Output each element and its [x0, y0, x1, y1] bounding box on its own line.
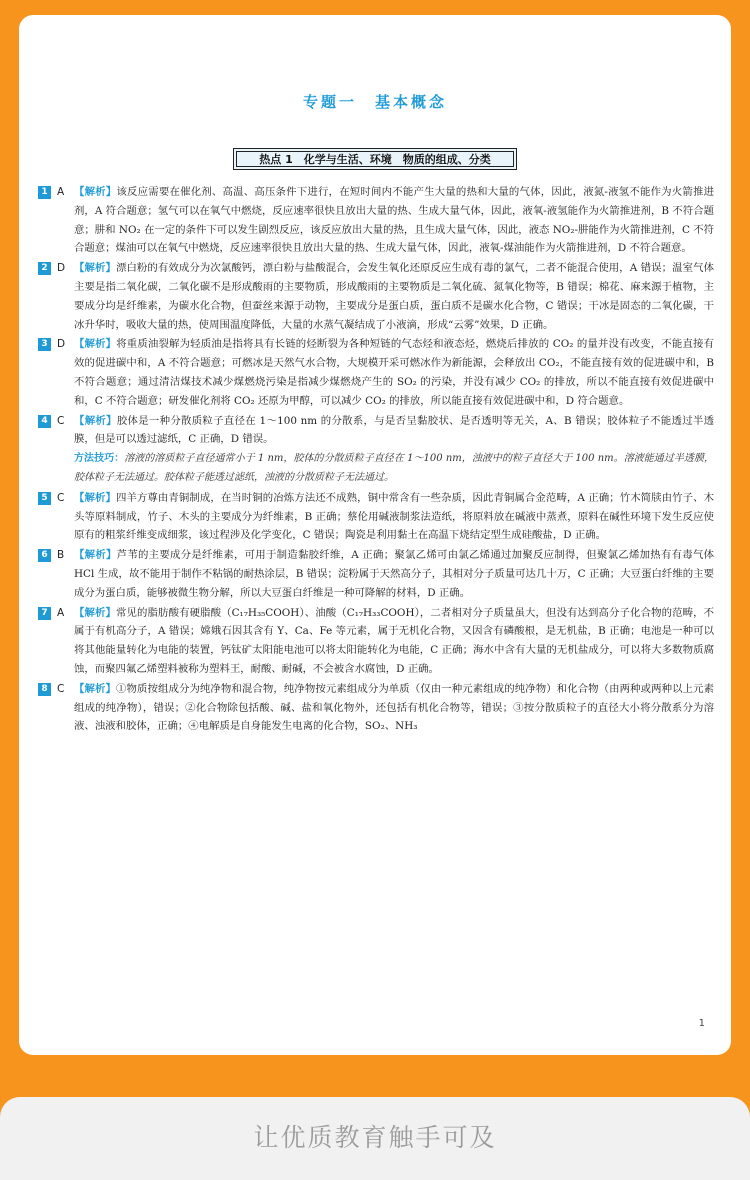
analysis-tag: 【解析】 [74, 606, 117, 619]
method-tip [38, 450, 714, 488]
slogan-text: 让优质教育触手可及 [253, 1122, 497, 1152]
analysis-text: ①物质按组成分为纯净物和混合物，纯净物按元素组成分为单质（仅由一种元素组成的纯净物）和化合物（由两种或两种以上元素组成的纯净物），错误；②化合物除包括酸、碱、盐和氧化物外，还包括有机化合物等，错误；③按分散质粒子的直径大小将分散系分为溶液、浊液和胶体，正确；④电解质是自身能发生电离的化合物，SO₂、NH₃ [74, 682, 715, 733]
question-number: 7 [38, 607, 51, 620]
tip-label: 方法技巧： [74, 453, 125, 465]
analysis-text: 四羊方尊由青铜制成，在当时铜的冶炼方法还不成熟，铜中常含有一些杂质，因此青铜属合金范畴，A 正确；竹木简牍由竹子、木头等原料制成，竹子、木头的主要成分为纤维素，B 正确；蔡伦用碱液制浆法造纸，将原料放在碱液中蒸煮，原料在碱性环境下发生反应使原有的粗浆纤维变成细浆，该过程涉及化学变化，C 错误；陶瓷是利用黏土在高温下烧结定型生成硅酸盐，D 正确。 [74, 491, 714, 542]
answer-choice: C [57, 682, 65, 695]
answer-list [38, 183, 714, 737]
analysis-tag: 【解析】 [74, 682, 116, 695]
analysis-tag: 【解析】 [74, 338, 117, 351]
analysis-text: 胶体是一种分散质粒子直径在 1～100 nm 的分散系，与是否呈黏胶状、是否透明等无关，A、B 错误；胶体粒子不能透过半透膜，但是可以透过滤纸，C 正确，D 错误。 [74, 414, 715, 446]
analysis-text: 芦苇的主要成分是纤维素，可用于制造黏胶纤维，A 正确；聚氯乙烯可由氯乙烯通过加聚反应制得，但聚氯乙烯加热有有毒气体 HCl 生成，故不能用于制作不粘锅的耐热涂层，B 错误；淀粉属于天然高分子，其相对分子质量可达几十万，C 正确；大豆蛋白纤维的主要成分为蛋白质，能够被微生物分解，所以大豆蛋白纤维是一种可降解的材料，D 正确。 [74, 549, 715, 599]
answer-item-2 [38, 259, 714, 334]
analysis-tag: 【解析】 [74, 549, 117, 562]
answer-item-7 [38, 604, 714, 679]
question-number: 8 [38, 683, 51, 696]
analysis-tag: 【解析】 [74, 414, 117, 427]
analysis-text: 漂白粉的有效成分为次氯酸钙，漂白粉与盐酸混合，会发生氧化还原反应生成有毒的氯气，二者不能混合使用，A 错误；温室气体主要是指二氧化碳，二氧化碳不是形成酸雨的主要物质，形成酸雨的主要物质是二氧化硫、氮氧化物等，B 错误；棉花、麻来源于植物，主要成分均是纤维素，为碳水化合物，但蚕丝来源于动物，主要成分是蛋白质，蛋白质不是碳水化合物，C 错误；干冰是固态的二氧化碳，干冰升华时，吸收大量的热，使周围温度降低，大量的水蒸气凝结成了小液滴，形成“云雾”效果，D 正确。 [74, 262, 714, 331]
analysis-text: 将重质油裂解为轻质油是指将具有长链的烃断裂为各种短链的气态烃和液态烃，燃烧后排放的 CO₂ 的量并没有改变，不能直接有效的促进碳中和，A 不符合题意；可燃冰是天然气水合物，大规模开采可燃冰作为新能源，会释放出 CO₂，不能直接有效的促进碳中和，B 不符合题意；通过清洁煤技术减少煤燃烧污染是指减少煤燃烧产生的 SO₂ 的污染，并没有减少 CO₂ 的排放，所以不能直接有效促进碳中和，C 不符合题意；研发催化剂将 CO₂ 还原为甲醇，可以减少 CO₂ 的排放，所以能直接有效促进碳中和，D 符合题意。 [74, 338, 715, 407]
answer-item-5 [38, 489, 714, 545]
question-number: 1 [38, 186, 51, 199]
answer-item-6 [38, 546, 714, 602]
analysis-tag: 【解析】 [74, 186, 117, 198]
question-number: 3 [38, 338, 51, 351]
answer-choice: A [57, 606, 65, 619]
analysis-text: 常见的脂肪酸有硬脂酸（C₁₇H₃₅COOH）、油酸（C₁₇H₃₃COOH），二者相对分子质量虽大，但没有达到高分子化合物的范畴，不属于有机高分子，A 错误；嫦娥石因其含有 Y、Ca、Fe 等元素，属于无机化合物，又因含有磷酸根，是无机盐，B 正确；电池是一种可以将其他能量转化为电能的装置，钙钛矿太阳能电池可以将太阳能转化为电能，C 正确；海水中含有大量的无机盐成分，可以将大多数物质腐蚀，而聚四氟乙烯塑料被称为塑料王，耐酸、耐碱，不会被含水腐蚀，D 正确。 [74, 606, 714, 675]
bottom-banner [0, 1097, 750, 1180]
question-number: 2 [38, 262, 51, 275]
answer-choice: D [57, 338, 66, 351]
hot-spot-box [233, 148, 517, 170]
hot-spot-title: 热点 1 化学与生活、环境 物质的组成、分类 [259, 153, 491, 166]
answer-choice: C [57, 491, 65, 504]
page-number: 1 [698, 1018, 705, 1029]
analysis-tag: 【解析】 [74, 262, 116, 275]
answer-item-1 [38, 183, 714, 258]
answer-item-3 [38, 335, 714, 410]
answer-choice: D [57, 262, 66, 275]
answer-choice: B [57, 549, 65, 562]
question-number: 6 [38, 549, 51, 562]
tip-text: 溶液的溶质粒子直径通常小于 1 nm，胶体的分散质粒子直径在 1～100 nm，浊液中的粒子直径大于 100 nm。溶液能通过半透膜，胶体粒子无法通过。胶体粒子能透过滤纸，浊液的分散质粒子无法通过。 [74, 453, 714, 483]
analysis-tag: 【解析】 [74, 491, 116, 504]
answer-item-4 [38, 412, 714, 450]
analysis-text: 该反应需要在催化剂、高温、高压条件下进行，在短时间内不能产生大量的热和大量的气体，因此，液氮-液氢不能作为火箭推进剂，A 符合题意；氢气可以在氧气中燃烧，反应速率很快且放出大量的热、生成大量气体，因此，液氧-液氢能作为火箭推进剂，B 不符合题意；肼和 NO₂ 在一定的条件下可以发生剧烈反应，该反应放出大量的热，且生成大量气体，因此，液态 NO₂-肼能作为火箭推进剂，C 不符合题意；煤油可以在氧气中燃烧，反应速率很快且放出大量的热、生成大量气体，因此，液氧-煤油能作为火箭推进剂，D 不符合题意。 [74, 186, 714, 255]
question-number: 4 [38, 415, 51, 428]
document-page [19, 15, 731, 1055]
answer-choice: A [57, 186, 65, 198]
answer-item-8 [38, 680, 714, 736]
answer-choice: C [57, 414, 65, 427]
question-number: 5 [38, 492, 51, 505]
topic-title: 专题一 基本概念 [302, 93, 447, 111]
